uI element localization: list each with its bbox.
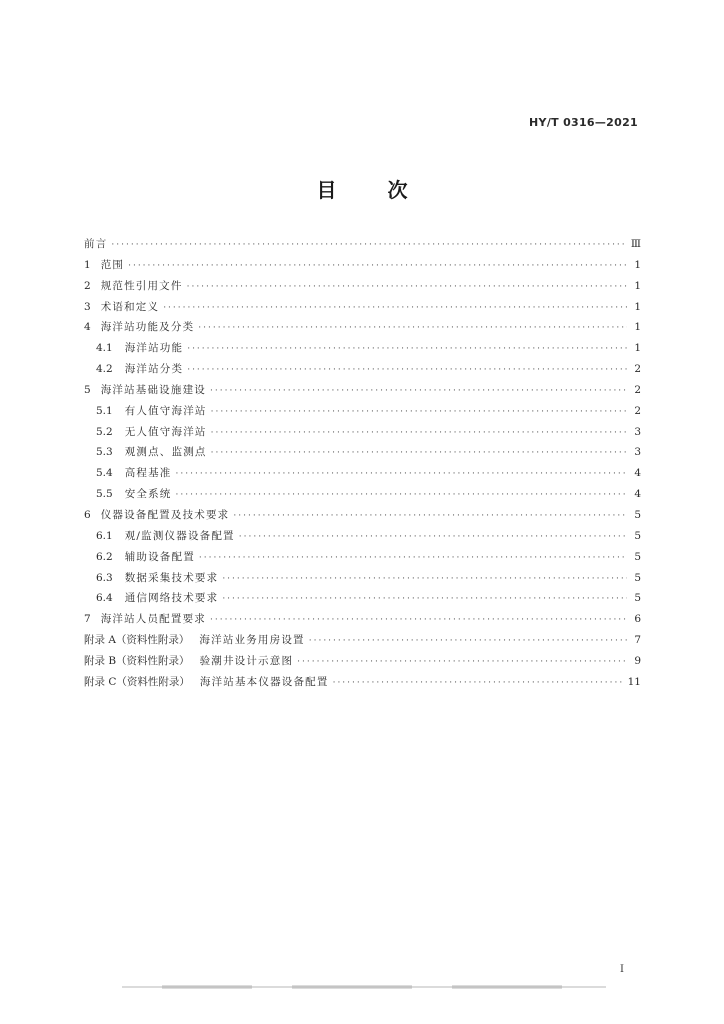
toc-entry-page: 5 (634, 508, 641, 521)
toc-entry-text: 无人值守海洋站 (124, 425, 207, 438)
toc-entry-page: 1 (634, 342, 641, 355)
toc-entry-number: 6.2 (96, 550, 113, 563)
toc-entry-label (96, 588, 218, 609)
toc-entry-text: 规范性引用文件 (100, 279, 183, 292)
toc-leader-dots (176, 485, 627, 506)
page-title: 目 次 (316, 178, 430, 202)
toc-entry-number: 6.1 (96, 529, 113, 542)
toc-leader-dots (309, 631, 627, 652)
toc-entry[interactable] (84, 255, 641, 276)
toc-entry-label (96, 568, 218, 589)
toc-entry-label (96, 526, 235, 547)
toc-entry-label (84, 276, 183, 297)
toc-entry-page: 1 (634, 300, 641, 313)
toc-leader-dots (211, 423, 627, 444)
toc-entry-number: 5.5 (96, 488, 113, 501)
toc-entry-label (84, 255, 124, 276)
toc-entry-number: 4 (84, 321, 91, 334)
toc-entry[interactable] (84, 609, 641, 630)
toc-entry[interactable] (84, 630, 641, 651)
toc-entry-page: 2 (634, 404, 641, 417)
toc-leader-dots (211, 402, 627, 423)
toc-leader-dots (210, 381, 627, 402)
toc-entry-label (96, 547, 195, 568)
toc-entry-label (96, 442, 207, 463)
toc-entry-page: 7 (634, 634, 641, 647)
toc-entry-label (96, 359, 183, 380)
toc-leader-dots (239, 527, 627, 548)
toc-entry[interactable] (84, 505, 641, 526)
toc-entry-page: 4 (634, 467, 641, 480)
toc-entry[interactable] (84, 359, 641, 380)
toc-leader-dots (128, 256, 627, 277)
toc-leader-dots (163, 298, 627, 319)
toc-entry-text: 海洋站人员配置要求 (100, 613, 206, 626)
toc-entry-page: 5 (634, 550, 641, 563)
toc-entry-page: 1 (634, 258, 641, 271)
toc-entry-text: 观测点、监测点 (124, 446, 207, 459)
toc-leader-dots (111, 235, 626, 256)
toc-entry-label (84, 297, 159, 318)
toc-entry-number: 1 (84, 258, 91, 271)
toc-entry[interactable] (84, 484, 641, 505)
toc-entry-text: 仪器设备配置及技术要求 (100, 508, 230, 521)
toc-entry-label (84, 651, 293, 672)
toc-entry-page: 5 (634, 571, 641, 584)
toc-leader-dots (176, 464, 627, 485)
toc-entry-page: 4 (634, 488, 641, 501)
toc-entry[interactable] (84, 380, 641, 401)
toc-leader-dots (187, 360, 627, 381)
toc-entry-number: 4.2 (96, 363, 113, 376)
toc-entry-number: 附录 A（资料性附录） (84, 634, 190, 647)
toc-entry-number: 6.4 (96, 592, 113, 605)
toc-entry[interactable] (84, 401, 641, 422)
toc-entry-page: 2 (634, 383, 641, 396)
toc-entry[interactable] (84, 317, 641, 338)
toc-entry-number: 附录 C（资料性附录） (84, 675, 190, 688)
toc-entry[interactable] (84, 526, 641, 547)
toc-entry[interactable] (84, 338, 641, 359)
toc-entry-text: 术语和定义 (100, 300, 160, 313)
toc-entry-label (84, 505, 229, 526)
toc-entry-number: 7 (84, 613, 91, 626)
toc-entry[interactable] (84, 547, 641, 568)
toc-entry-label (96, 463, 172, 484)
toc-entry-text: 海洋站基本仪器设备配置 (199, 675, 329, 688)
toc-entry-label (96, 422, 207, 443)
toc-entry-label (96, 401, 207, 422)
toc-entry-label (96, 338, 183, 359)
toc-entry-text: 通信网络技术要求 (124, 592, 219, 605)
toc-entry-text: 海洋站功能及分类 (100, 321, 195, 334)
toc-entry-text: 数据采集技术要求 (124, 571, 219, 584)
toc-entry-text: 高程基准 (124, 467, 172, 480)
toc-entry-text: 范围 (100, 258, 125, 271)
toc-entry-label (84, 630, 305, 651)
toc-entry[interactable] (84, 568, 641, 589)
toc-entry-number: 5.1 (96, 404, 113, 417)
toc-entry-number: 5.4 (96, 467, 113, 480)
standard-number: HY/T 0316—2021 (529, 116, 638, 129)
toc-entry-label (84, 609, 206, 630)
toc-entry-number: 6.3 (96, 571, 113, 584)
toc-entry-number: 附录 B（资料性附录） (84, 654, 190, 667)
table-of-contents (84, 234, 641, 693)
toc-leader-dots (199, 548, 627, 569)
toc-leader-dots (187, 339, 627, 360)
toc-leader-dots (297, 652, 627, 673)
toc-leader-dots (222, 589, 627, 610)
toc-leader-dots (211, 443, 627, 464)
toc-leader-dots (222, 569, 627, 590)
toc-entry-page: 1 (634, 279, 641, 292)
toc-entry[interactable] (84, 297, 641, 318)
toc-entry[interactable] (84, 651, 641, 672)
toc-entry-text: 安全系统 (124, 488, 172, 501)
scan-noise-strip (122, 983, 606, 991)
toc-entry-text: 海洋站分类 (124, 363, 184, 376)
toc-entry[interactable] (84, 463, 641, 484)
toc-entry-page: 5 (634, 592, 641, 605)
toc-entry-number: 5 (84, 383, 91, 396)
toc-leader-dots (198, 318, 627, 339)
toc-entry-text: 有人值守海洋站 (124, 404, 207, 417)
toc-entry-text: 观/监测仪器设备配置 (124, 529, 235, 542)
toc-entry[interactable] (84, 588, 641, 609)
toc-entry-page: 3 (634, 446, 641, 459)
toc-entry-number: 4.1 (96, 342, 113, 355)
toc-leader-dots (210, 610, 627, 631)
toc-entry-label (84, 380, 206, 401)
toc-entry-label (96, 484, 172, 505)
toc-entry-label (84, 672, 329, 693)
toc-leader-dots (187, 277, 627, 298)
toc-entry-text: 前言 (84, 238, 108, 250)
toc-leader-dots (233, 506, 627, 527)
toc-entry-page: 2 (634, 363, 641, 376)
toc-entry[interactable] (84, 234, 641, 255)
toc-entry-page: 5 (634, 529, 641, 542)
toc-entry-label (84, 317, 194, 338)
toc-entry-text: 海洋站业务用房设置 (199, 634, 305, 647)
toc-entry-page: 11 (627, 675, 641, 688)
toc-entry-text: 辅助设备配置 (124, 550, 195, 563)
toc-entry[interactable] (84, 672, 641, 693)
toc-entry-page: 1 (634, 321, 641, 334)
toc-entry-label (84, 234, 107, 255)
toc-entry-text: 验潮井设计示意图 (199, 654, 294, 667)
toc-entry[interactable] (84, 276, 641, 297)
page-number: I (620, 964, 624, 975)
toc-entry[interactable] (84, 422, 641, 443)
toc-entry-number: 5.3 (96, 446, 113, 459)
toc-entry-text: 海洋站基础设施建设 (100, 383, 206, 396)
toc-entry-text: 海洋站功能 (124, 342, 184, 355)
toc-entry-page: 6 (634, 613, 641, 626)
toc-entry-number: 2 (84, 279, 91, 292)
toc-entry-number: 5.2 (96, 425, 113, 438)
toc-entry-number: 3 (84, 300, 91, 313)
toc-leader-dots (333, 673, 624, 694)
toc-entry-page: 3 (634, 425, 641, 438)
toc-entry[interactable] (84, 442, 641, 463)
toc-entry-number: 6 (84, 508, 91, 521)
toc-entry-page: Ⅲ (630, 238, 641, 250)
toc-entry-page: 9 (634, 654, 641, 667)
